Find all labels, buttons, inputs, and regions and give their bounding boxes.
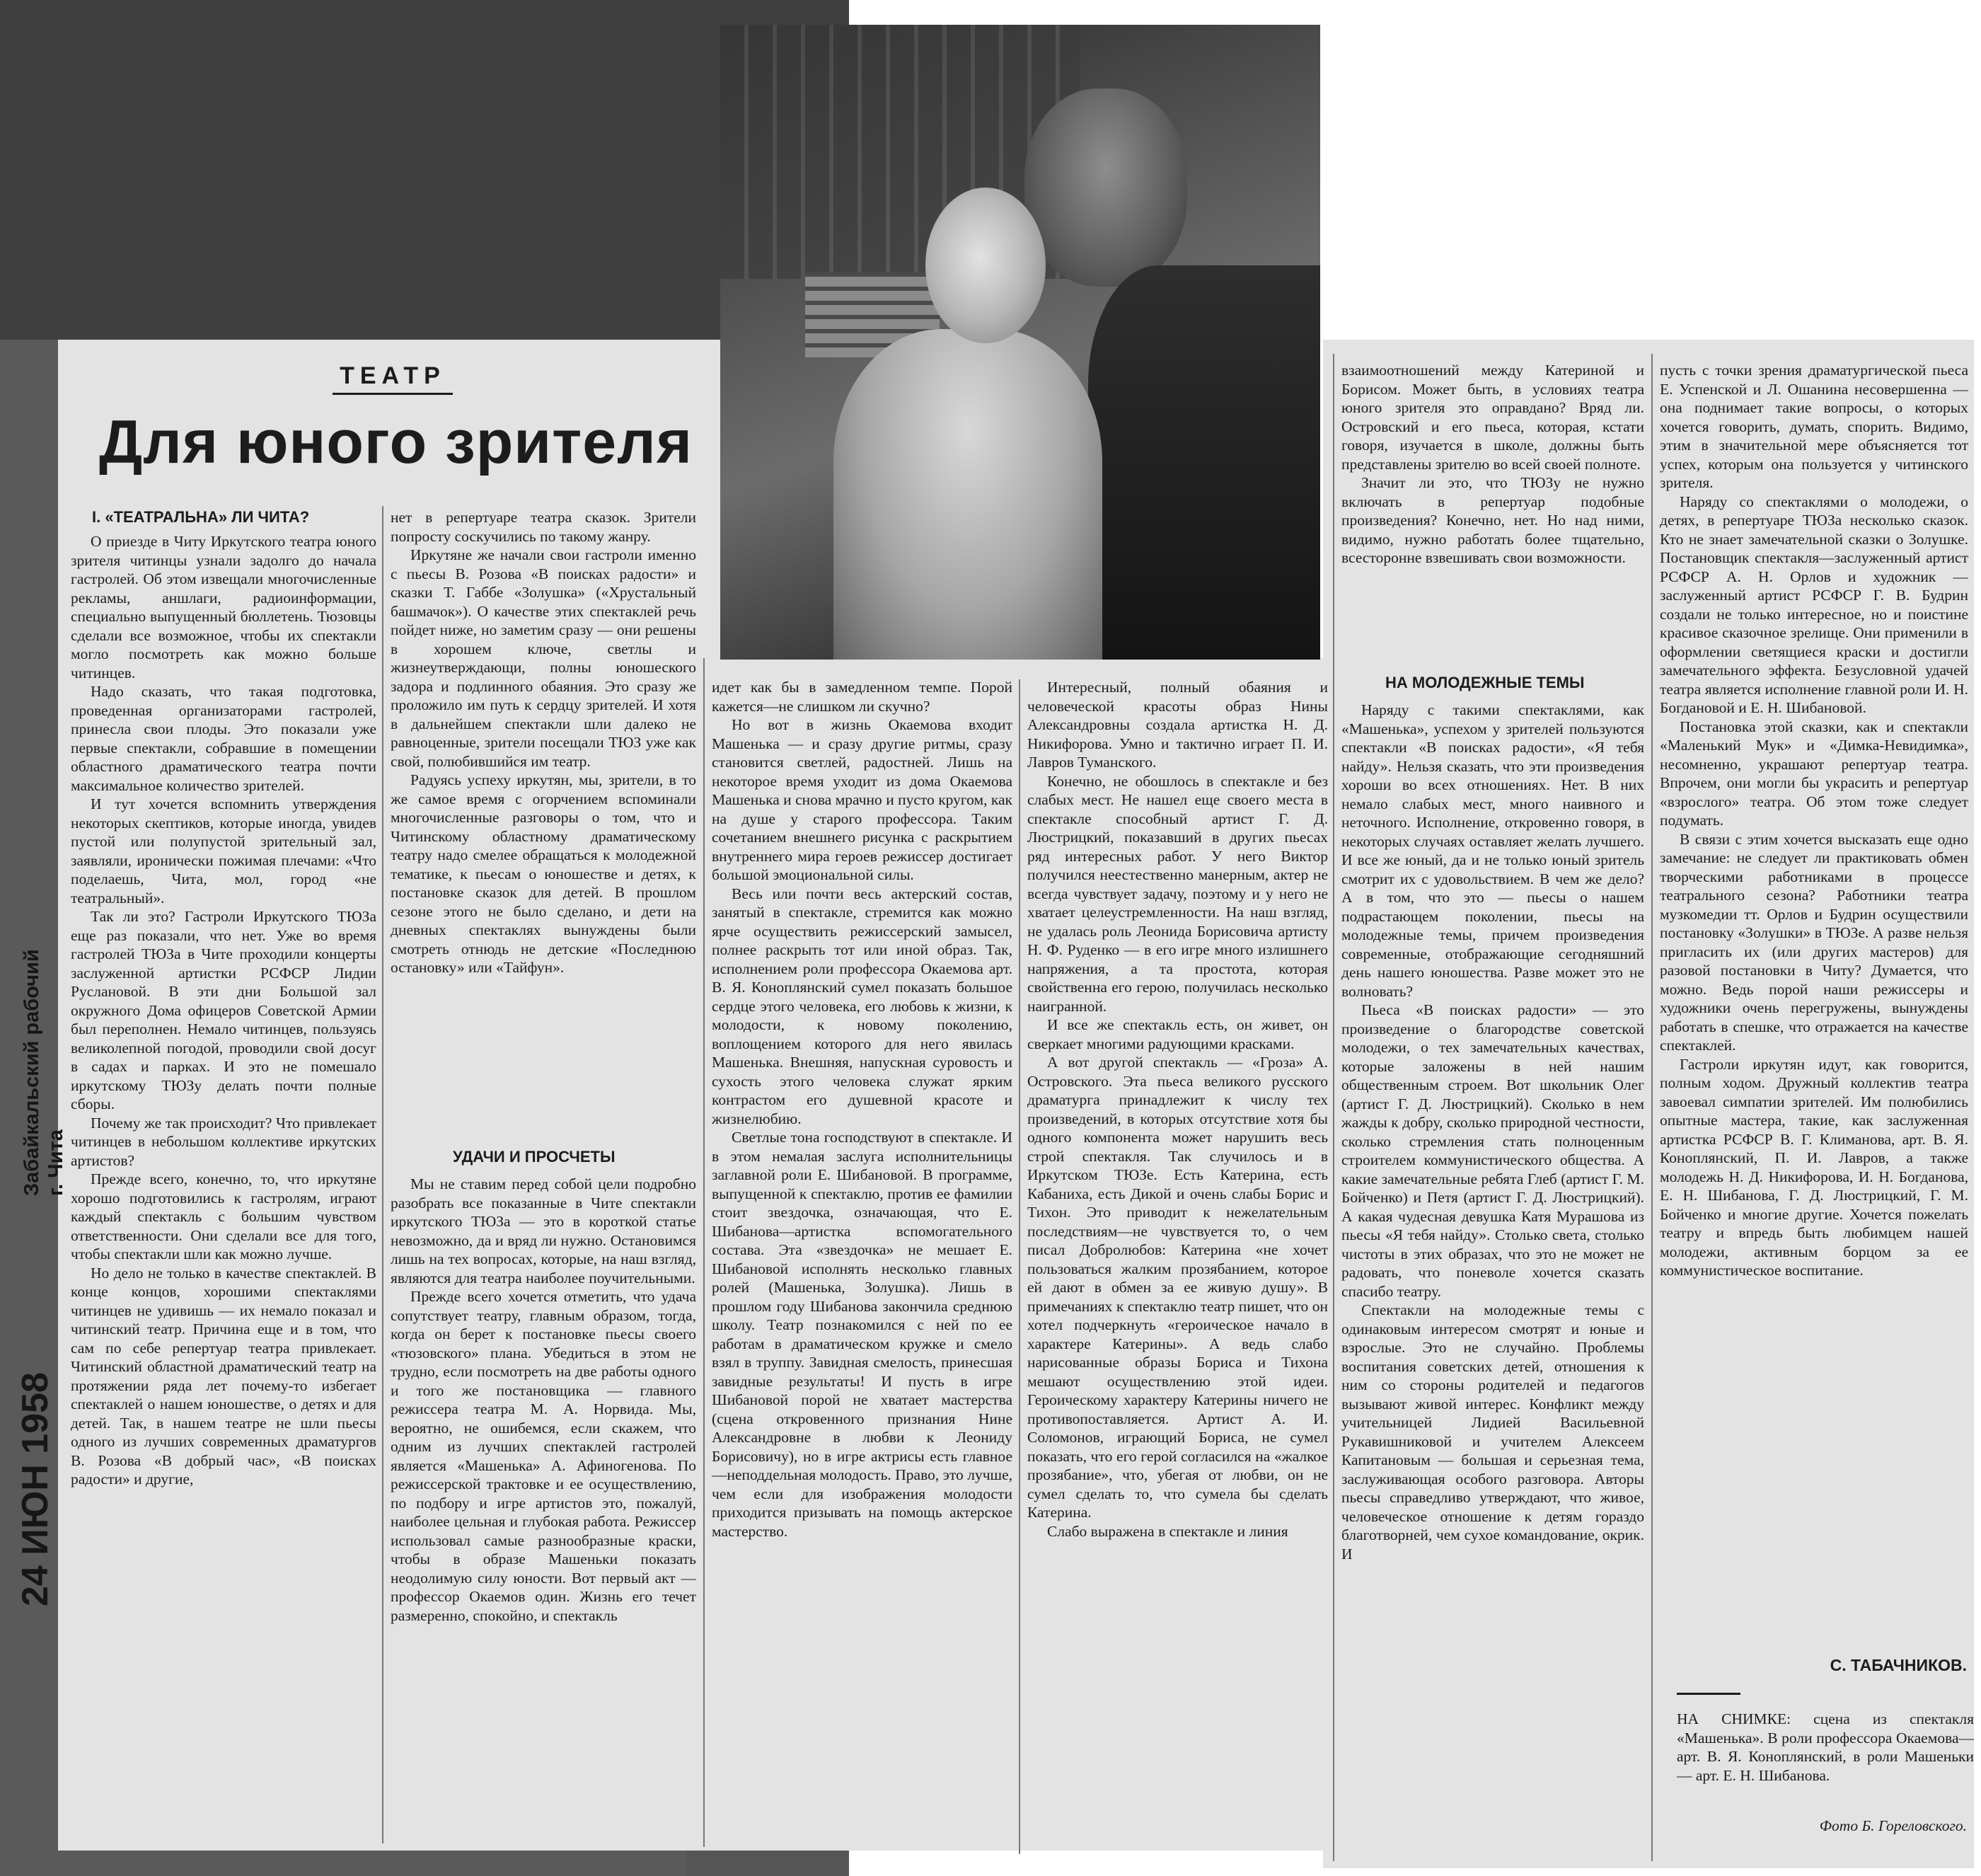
paragraph: Значит ли это, что ТЮЗу не нужно включать в репертуар подобные произведения? Конечно, нет. Но над ними, видимо, нужно работать более тщательно, всесторонне взвешивать свои возможности. xyxy=(1341,474,1644,566)
photo-caption: НА СНИМКЕ: сцена из спектакля «Машенька». В роли профессора Окаемова—арт. В. Я. Коноплянский, в роли Машеньки — арт. Е. Н. Шибанова. xyxy=(1677,1710,1974,1784)
photo-credit: Фото Б. Гореловского. xyxy=(1819,1817,1967,1834)
scene-photo xyxy=(720,25,1320,660)
mashenka-face xyxy=(925,188,1046,343)
paragraph: Наряду с такими спектаклями, как «Машенька», успехом у зрителей пользуются спектакли «В поисках радости», «Я тебя найду». Нельзя сказать, что эти произведения хороши во всех отношениях. Нет. В них немало слабых мест, много наивного и неточного. Исполнение, откровенно говоря, в некоторых случаях оставляет желать лучшего. И все же юный, да и не только юный зритель смотрит их с удовольствием. В чем же дело? А в том, что это — пьесы о нашем подрастающем поколении, пьесы на молодежные темы, причем произведения современные, отображающие сегодняшний день нашего юношества. Разве может это не волновать? xyxy=(1341,701,1644,1000)
newspaper-city: г. Чита xyxy=(45,1129,67,1196)
paragraph: Мы не ставим перед собой цели подробно разобрать все показанные в Чите спектакли иркутского ТЮЗа — это в короткой статье невозможно, да и вряд ли нужно. Остановимся лишь на тех вопросах, которые, на наш взгляд, являются для театра наиболее поучительными. xyxy=(391,1175,696,1287)
paragraph: Но дело не только в качестве спектаклей. В конце концов, хорошими спектаклями читинцев не удивишь — их немало показал и читинский театр. Причина еще и в том, что сам по себе репертуар театра привлекает. Читинский областной драматический театр на протяжении ряда лет почему-то избегает спектаклей о нашем юношестве, о детях и для детей. Так, в нашем театре не шли пьесы одного из лучших современных драматургов В. Розова «В добрый час», «В поисках радости» и другие, xyxy=(71,1264,376,1487)
professor-figure xyxy=(1024,88,1187,287)
paragraph: В связи с этим хочется высказать еще одно замечание: не следует ли практиковать обмен творческими работниками в процессе театрального сезона? Работники театра музкомедии тт. Орлов и Будрин осуществили постановку «Золушки» в ТЮЗе. А разве нельзя пригласить их (или других мастеров) для разовой постановки в Читу? Думается, что можно. Ведь порой наши режиссеры и художники очень перегружены, вынуждены работать в спешке, что отражается на качестве спектаклей. xyxy=(1660,830,1968,1054)
column-divider xyxy=(1019,679,1020,1854)
column-divider xyxy=(1651,354,1653,1861)
column-divider xyxy=(703,658,705,1847)
rubric: ТЕАТР xyxy=(333,362,453,395)
paragraph: Слабо выражена в спектакле и линия xyxy=(1047,1522,1288,1540)
section-heading-1: I. «ТЕАТРАЛЬНА» ЛИ ЧИТА? xyxy=(92,508,310,526)
newspaper-name xyxy=(20,949,68,1196)
paragraph: Прежде всего хочется отметить, что удача сопутствует театру, главным образом, тогда, когда он берет к постановке пьесы своего «тюзовского» плана. Убедиться в этом не трудно, если посмотреть на две работы одного и того же постановщика — главного режиссера театра М. А. Норвида. Мы, вероятно, не ошибемся, если скажем, что одним из лучших спектаклей гастролей является «Машенька» А. Афиногенова. По режиссерской трактовке и ее осуществлению, по подбору и игре артистов это, пожалуй, наиболее цельная и глубокая работа. Режиссер использовал самые разнообразные краски, чтобы в образе Машеньки показать неодолимую силу юности. Вот первый акт — профессор Окаемов один. Жизнь его течет размеренно, спокойно, и спектакль xyxy=(391,1288,696,1624)
paragraph: Пьеса «В поисках радости» — это произведение о благородстве советской молодежи, о тех замечательных качествах, которые заложены в ней нашим общественным строем. Вот школьник Олег (артист Г. Д. Люстрицкий). Сколько в нем жажды к добру, сколько природной честности, сколько стремления стать полноценным строителем коммунистического общества. А какие замечательные ребята Глеб (артист Г. М. Бойченко) и Петя (артист Г. Д. Люстрицкий). А какая чудесная девушка Катя Мурашова из пьесы «Я тебя найду». Столько света, столько чистоты в этих образах, что это не может не радовать, что поневоле хочется сказать спасибо театру. xyxy=(1341,1001,1644,1300)
paragraph: идет как бы в замедленном темпе. Порой кажется—не слишком ли скучно? xyxy=(712,679,1012,715)
author-signature: С. ТАБАЧНИКОВ. xyxy=(1830,1656,1967,1674)
paragraph: Спектакли на молодежные темы с одинаковым интересом смотрят и юные и взрослые. Это не случайно. Проблемы воспитания советских детей, отношения к ним со стороны родителей и педагогов вызывают живой интерес. Конфликт между учительницей Лидией Васильевной Рукавишниковой и учителем Алексеем Капитановым — большая и серьезная тема, заслуживающая особого разговора. Авторы пьесы справедливо утверждают, что живое, человеческое отношение к детям гораздо благотворней, чем сухое командование, окрик. И xyxy=(1341,1301,1644,1563)
mashenka-dress xyxy=(833,329,1102,660)
paragraph: А вот другой спектакль — «Гроза» А. Островского. Эта пьеса великого русского драматурга принадлежит к числу тех произведений, в которых отсутствие хотя бы одного компонента может нарушить весь строй спектакля. Так случилось и в Иркутском ТЮЗе. Есть Катерина, есть Кабаниха, есть Дикой и очень слабы Борис и Тихон. Это приводит к нежелательным последствиям—не чувствуется то, о чем писал Добролюбов: Катерина «не хочет пользоваться жалким прозябанием, которое ей дают в обмен за ее живую душу». В примечаниях к спектаклю театр пишет, что он хотел подчеркнуть «героическое начало в характере Катерины». А ведь слабо нарисованные образы Бориса и Тихона мешают осуществлению этой идеи. Героическому характеру Катерины ничего не противопоставляется. Артист А. И. Соломонов, играющий Бориса, не сумел показать, что его герой согласился на «жалкое прозябание», что, убегая от любви, он не сумел сделать то, что сумела бы сделать Катерина. xyxy=(1027,1054,1328,1521)
paragraph: пусть с точки зрения драматургической пьеса Е. Успенской и Л. Ошанина несовершенна — она поднимает такие вопросы, о которых хочется говорить, думать, спорить. Видимо, этим в значительной мере объясняется тот успех, которым она пользуется у читинского зрителя. xyxy=(1660,362,1968,491)
article-column-2b xyxy=(391,1175,696,1843)
paragraph: О приезде в Читу Иркутского театра юного зрителя читинцы узнали задолго до начала гастролей. Об этом извещали многочисленные рекламы, аншлаги, радиоинформации, специально выпущенный бюллетень. Тюзовцы сделали все возможное, чтобы их спектакли могло посмотреть как можно больше читинцев. xyxy=(71,533,376,681)
article-column-6 xyxy=(1660,361,1968,1656)
column-divider xyxy=(382,506,383,1843)
paragraph: Гастроли иркутян идут, как говорится, полным ходом. Дружный коллектив театра завоевал симпатии зрителей. Им полюбились опытные мастера, такие, как заслуженная артистка РСФСР В. Г. Климанова, арт. В. Я. Коноплянский, П. И. Лавров, а также молодежь Н. Д. Никифорова, И. Н. Богданова, Е. Н. Шибанова, Г. Д. Люстрицкий, Г. М. Бойченко и многие другие. Хочется пожелать театру и впредь быть любимцем нашей молодежи, активным борцом за ее коммунистическое воспитание. xyxy=(1660,1055,1968,1279)
section-heading-3: НА МОЛОДЕЖНЫЕ ТЕМЫ xyxy=(1385,674,1585,691)
article-column-4 xyxy=(1027,678,1328,1860)
paragraph: взаимоотношений между Катериной и Борисом. Может быть, в условиях театра юного зрителя это оправдано? Вряд ли. Островский и его пьеса, которая, кстати говоря, изучается в школе, должны быть представлены зрителю во всей своей полноте. xyxy=(1341,362,1644,473)
headline: Для юного зрителя xyxy=(99,408,693,476)
paragraph: И все же спектакль есть, он живет, он сверкает многими радующими красками. xyxy=(1027,1016,1328,1052)
paragraph: Весь или почти весь актерский состав, занятый в спектакле, стремится как можно ярче осуществить режиссерский замысел, полнее раскрыть тот или иной образ. Так, исполнением роли профессора Окаемова арт. В. Я. Коноплянский сумел показать большое сердце этого человека, его любовь к жизни, к молодости, к новому поколению, воплощением которого для него явилась Машенька. Внешняя, напускная суровость и сухость этого человека служат ярким контрастом его душевной красоте и жизнелюбию. xyxy=(712,885,1012,1127)
date-stamp xyxy=(14,1500,57,1606)
paragraph: И тут хочется вспомнить утверждения некоторых скептиков, которые иногда, увидев пустой или полупустой зрительный зал, заявляли, иронически пожимая плечами: «Что поделаешь, Чита, мол, город «не театральный». xyxy=(71,795,376,907)
paragraph: Иркутяне же начали свои гастроли именно с пьесы В. Розова «В поисках радости» и сказки Т. Габбе «Золушка» («Хрустальный башмачок»). О качестве этих спектаклей речь пойдет ниже, но заметим сразу — они решены в хорошем ключе, светлы и жизнеутверждающи, полны юношеского задора и подлинного обаяния. Это сразу же проложило им путь к сердцу зрителей. И хотя в дальнейшем спектакли шли далеко не равноценные, зрители посещали ТЮЗ уже как свой, полюбившийся им театр. xyxy=(391,546,696,770)
article-column-3 xyxy=(712,678,1012,1853)
paragraph: нет в репертуаре театра сказок. Зрители попросту соскучились по такому жанру. xyxy=(391,509,696,545)
professor-coat xyxy=(1088,265,1320,660)
paragraph: Светлые тона господствуют в спектакле. И в этом немалая заслуга исполнительницы заглавной роли Е. Шибановой. В программе, выпущенной к спектаклю, против ее фамилии стоит звездочка, означающая, что Е. Шибанова—артистка вспомогательного состава. Эта «звездочка» не мешает Е. Шибановой исполнять несколько главных ролей (Машенька, Золушка). Лишь в прошлом году Шибанова закончила среднюю школу. Театр познакомился с ней по ее работам в драматическом кружке и смело взял в труппу. Завидная смелость, принесшая завидные результаты! И пусть в игре Шибановой порой не хватает мастерства (сцена откровенного признания Нине Александровне в любви к Леониду Борисовичу), но в игре актрисы есть главное—неподдельная молодость. Право, это лучше, чем если для изображения молодости приходится призывать на помощь актерское мастерство. xyxy=(712,1129,1012,1540)
article-column-5b xyxy=(1341,701,1644,1861)
paragraph: Прежде всего, конечно, то, что иркутяне хорошо подготовились к гастролям, играют каждый спектакль с большим чувством ответственности. Они сделали все для того, чтобы спектакли шли как можно лучше. xyxy=(71,1170,376,1262)
article-column-5a xyxy=(1341,361,1644,665)
paragraph: Постановка этой сказки, как и спектакли «Маленький Мук» и «Димка-Невидимка», несомненно, украшают репертуар театра. Впрочем, они могли бы украсить и репертуар «взрослого» театра. Об этом тоже следует подумать. xyxy=(1660,718,1968,829)
paragraph: Радуясь успеху иркутян, мы, зрители, в то же самое время с огорчением вспоминали многочисленные разговоры о том, что и Читинскому областному драматическому театру надо смелее обращаться к молодежной тематике, к пьесам о юношестве и детях, к постановке сказок для детей. В прошлом сезоне этого не было сделано, и дети на дневных спектаклях вынуждены были смотреть отнюдь не детские «Последнюю остановку» или «Тайфун». xyxy=(391,771,696,976)
caption-divider xyxy=(1677,1693,1740,1695)
paragraph: Но вот в жизнь Окаемова входит Машенька — и сразу другие ритмы, сразу становится светлей, радостней. Лишь на некоторое время уходит из дома Окаемова Машенька и снова мрачно и пусто кругом, как на душе у старого профессора. Таким сочетанием внешнего рисунка с раскрытием внутреннего мира героев режиссер достигает большой эмоциональной силы. xyxy=(712,716,1012,883)
paragraph: Почему же так происходит? Что привлекает читинцев в небольшом коллективе иркутских артистов? xyxy=(71,1114,376,1169)
paragraph: Так ли это? Гастроли Иркутского ТЮЗа еще раз показали, что нет. Уже во время гастролей ТЮЗа в Чите проходили концерты заслуженной артистки РСФСР Лидии Руслановой. В эти дни Большой зал окружного Дома офицеров Советской Армии был переполнен. Немало читинцев, пользуясь великолепной погодой, проводили свой досуг в садах и парках. И это не помешало иркутскому ТЮЗу делать почти полные сборы. xyxy=(71,908,376,1112)
paragraph: Наряду со спектаклями о молодежи, о детях, в репертуаре ТЮЗа несколько сказок. Кто не знает замечательной сказки о Золушке. Постановщик спектакля—заслуженный артист РСФСР А. Н. Орлов и художник — заслуженный артист РСФСР Г. В. Будрин создали не только интересное, но и поистине красивое сказочное зрелище. Они применили в оформлении светящиеся краски и достигли замечательного эффекта. Безусловной удачей театра является исполнение главной роли И. Н. Богдановой и Е. Н. Шибановой. xyxy=(1660,493,1968,716)
column-divider xyxy=(1333,354,1334,1861)
newspaper-title: Забайкальский рабочий xyxy=(21,949,43,1196)
article-column-1 xyxy=(71,532,376,1841)
paragraph: Надо сказать, что такая подготовка, проведенная организаторами гастролей, принесла свои плоды. Это показали уже первые спектакли, собравшие в помещении областного драматического театра почти максимальное количество зрителей. xyxy=(71,683,376,794)
section-heading-2: УДАЧИ И ПРОСЧЕТЫ xyxy=(453,1148,616,1166)
paragraph: Интересный, полный обаяния и человеческой красоты образ Нины Александровны создала артистка Н. Д. Никифорова. Умно и тактично играет П. И. Лавров Туманского. xyxy=(1027,679,1328,771)
article-column-2a xyxy=(391,508,696,1141)
paragraph: Конечно, не обошлось в спектакле и без слабых мест. Не нашел еще своего места в спектакле способный артист Г. Д. Люстрицкий, показавший в других пьесах ряд интересных работ. У него Виктор получился неестественно манерным, актер не всегда чувствует задачу, поэтому и у него не хватает целеустремленности. На наш взгляд, не удалась роль Леонида Борисовича артисту Н. Ф. Руденко — в его игре много излишнего напряжения, а та простота, которая свойственна его герою, получилась несколько наигранной. xyxy=(1027,772,1328,1015)
